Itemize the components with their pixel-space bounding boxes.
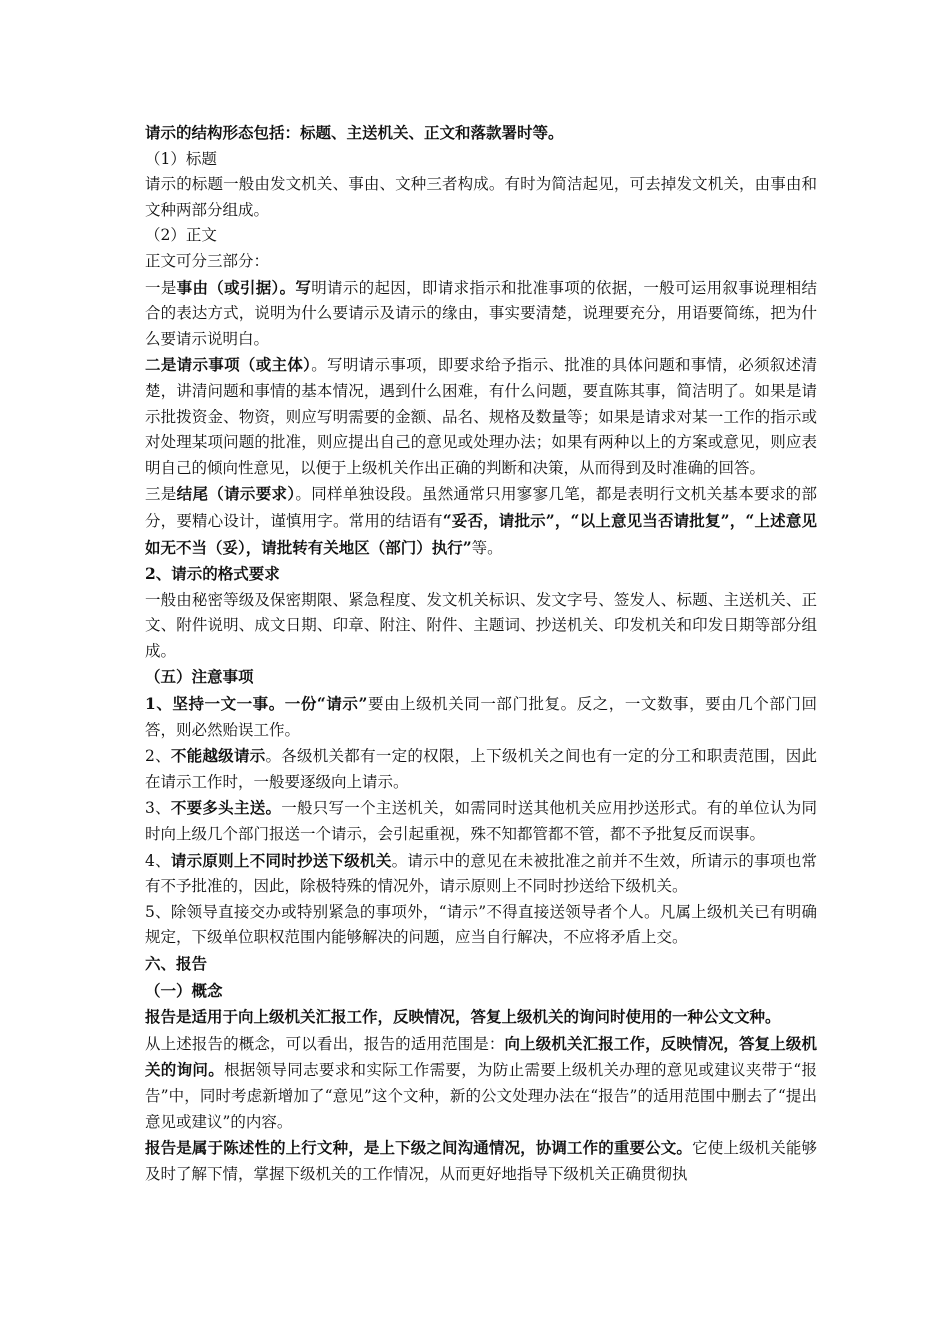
text-run: 。写明请示事项，即要求给予指示、批准的具体问题和事情，必须叙述清楚，讲清问题和事情的基本情况，遇到什么困难，有什么问题，要直陈其事，简洁明了。如果是请示批拨资金、物资，则应写明需要的金额、品名、规格及数量等；如果是请求对某一工作的指示或对处理某项问题的批准，则应提出自己的意见或处理办法；如果有两种以上的方案或意见，则应表明自己的倾向性意见，以便于上级机关作出正确的判断和决策，从而得到及时准确的回答。	[145, 356, 817, 477]
paragraph	[145, 120, 817, 147]
text-run: 正文可分三部分：	[145, 251, 270, 270]
bold-text: 二是请示事项（或主体）	[145, 355, 312, 375]
bold-text: 请示原则上不同时抄送下级机关	[170, 850, 392, 870]
paragraph	[145, 588, 817, 665]
paragraph	[145, 223, 817, 249]
text-run: 等。	[471, 538, 503, 557]
bold-text: “妥否，请批示”，“以上意见当否请批复”，“上述意见如无不当（妥），请批转有关地区（部门）执行”	[145, 510, 817, 557]
bold-text: 六、报告	[145, 954, 208, 973]
bold-text: （一）概念	[145, 980, 223, 1000]
text-run: 请示的标题一般由发文机关、事由、文种三者构成。有时为简洁起见，可去掉发文机关，由事由和文种两部分组成。	[145, 175, 817, 219]
paragraph	[145, 1135, 817, 1187]
paragraph	[145, 848, 817, 900]
text-run: 一是	[145, 278, 177, 297]
text-run: 明请示的起因，即请求指示和批准事项的依据，一般可运用叙事说理相结合的表达方式，说明为什么要请示及请示的缘由，事实要清楚，说理要充分，用语要简练，把为什么要请示说明白。	[145, 278, 817, 348]
bold-text: 结尾（请示要求）	[176, 484, 296, 504]
paragraph	[145, 561, 817, 588]
bold-text: 不能越级请示	[170, 746, 266, 766]
text-run: 一般只写一个主送机关，如需同时送其他机关应用抄送形式。有的单位认为同时向上级几个部门报送一个请示，会引起重视，殊不知都管都不管，都不予批复反而误事。	[145, 799, 817, 844]
bold-text: 不要多头主送。	[170, 798, 282, 818]
paragraph	[145, 795, 817, 847]
paragraph	[145, 691, 817, 743]
bold-text: 向上级机关汇报工作，反映情况，答复上级机关的询问。	[145, 1033, 817, 1080]
text-run: 2、	[145, 747, 171, 766]
text-run: 三是	[145, 485, 177, 504]
paragraph	[145, 275, 817, 353]
paragraph	[145, 900, 817, 951]
bold-text: 事由（或引据）。写	[176, 277, 312, 297]
text-run: 3、	[145, 799, 171, 818]
bold-text: 报告是属于陈述性的上行文种，是上下级之间沟通情况，协调工作的重要公文。	[145, 1138, 693, 1158]
paragraph	[145, 352, 817, 481]
paragraph	[145, 978, 817, 1005]
bold-text: 请示的结构形态包括：标题、主送机关、正文和落款署时等。	[145, 123, 564, 142]
text-run: （2）正文	[145, 226, 217, 245]
paragraph	[145, 743, 817, 795]
text-run: 要由上级机关同一部门批复。反之，一文数事，要由几个部门回答，则必然贻误工作。	[145, 695, 817, 739]
paragraph	[145, 172, 817, 223]
text-run: 根据领导同志要求和实际工作需要，为防止需要上级机关办理的意见或建议夹带于“报告”中，同时考虑新增加了“意见”这个文种，新的公文处理办法在“报告”的适用范围中删去了“提出意见或建议”的内容。	[145, 1061, 817, 1131]
paragraph	[145, 147, 817, 173]
text-run: （1）标题	[145, 149, 217, 168]
paragraph	[145, 249, 817, 275]
bold-text: （五）注意事项	[145, 667, 254, 687]
bold-text: 1、坚持一文一事。一份“请示”	[145, 694, 368, 714]
text-run: 。请示中的意见在未被批准之前并不生效，所请示的事项也常有不予批准的，因此，除极特殊的情况外，请示原则上不同时抄送给下级机关。	[145, 851, 817, 896]
text-run: 5、除领导直接交办或特别紧急的事项外，“请示”不得直接送领导者个人。凡属上级机关已有明确规定，下级单位职权范围内能够解决的问题，应当自行解决，不应将矛盾上交。	[145, 902, 817, 947]
text-run: 。各级机关都有一定的权限，上下级机关之间也有一定的分工和职责范围，因此在请示工作时，一般要逐级向上请示。	[145, 747, 817, 791]
paragraph	[145, 1031, 817, 1135]
text-run: 它使上级机关能够及时了解下情，掌握下级机关的工作情况，从而更好地指导下级机关正确贯彻执	[145, 1139, 817, 1183]
text-run: 4、	[145, 851, 171, 870]
bold-text: 报告是适用于向上级机关汇报工作，反映情况，答复上级机关的询问时使用的一种公文文种。	[145, 1007, 781, 1027]
document-body	[145, 120, 817, 1187]
paragraph	[145, 481, 817, 561]
bold-text: 2、请示的格式要求	[145, 564, 280, 584]
text-run: 。同样单独设段。虽然通常只用寥寥几笔，都是表明行文机关基本要求的部分，要精心设计，谨慎用字。常用的结语有	[145, 485, 817, 530]
text-run: 一般由秘密等级及保密期限、紧急程度、发文机关标识、发文字号、签发人、标题、主送机关、正文、附件说明、成文日期、印章、附注、附件、主题词、抄送机关、印发机关和印发日期等部分组成。	[145, 590, 817, 660]
text-run: 从上述报告的概念，可以看出，报告的适用范围是：	[145, 1034, 505, 1053]
paragraph	[145, 1004, 817, 1031]
paragraph	[145, 951, 817, 978]
paragraph	[145, 664, 817, 691]
